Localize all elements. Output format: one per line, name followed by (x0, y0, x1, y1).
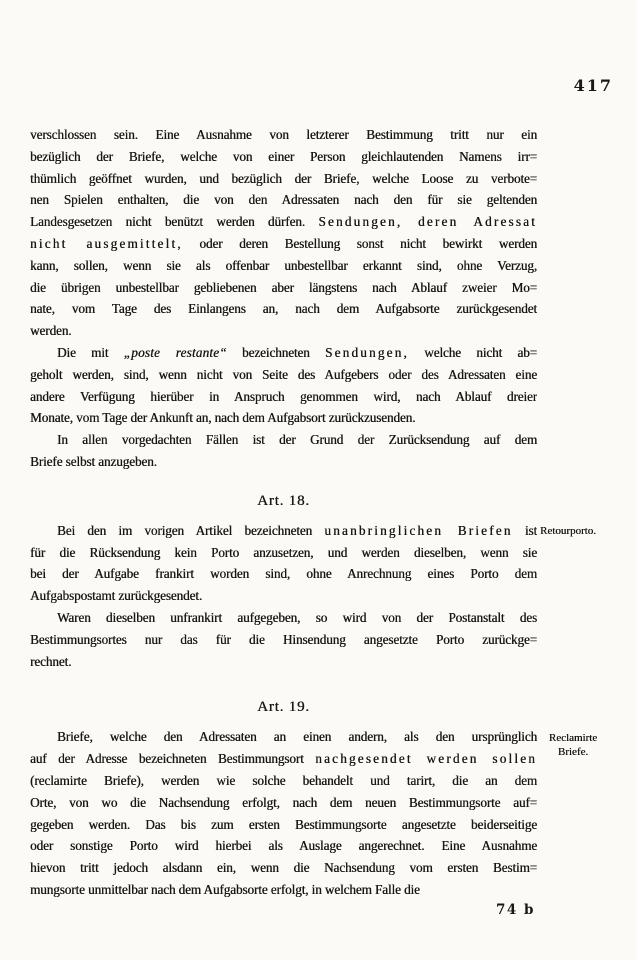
text-column (30, 124, 537, 901)
text-line: Landesgesetzen nicht benützt werden dürfen. Sendungen, deren Adressat (30, 214, 537, 230)
text-line: Bestimmungsortes nur das für die Hinsendung angesetzte Porto zurückge= (30, 631, 537, 647)
article-heading-0: Art. 18. (257, 492, 310, 509)
text-line: andere Verfügung hierüber in Anspruch genommen wird, nach Ablauf dreier (30, 388, 537, 404)
text-line: thümlich geöffnet wurden, und bezüglich der Briefe, welche Loose zu verbote= (30, 170, 537, 186)
margin-note-reclamirte-briefe (540, 731, 606, 759)
text-line: die übrigen unbestellbar gebliebenen aber längstens nach Ablauf zweier Mo= (30, 279, 537, 295)
text-line: verschlossen sein. Eine Ausnahme von letzterer Bestimmung tritt nur ein (30, 127, 537, 142)
text-line: Briefe, welche den Adressaten an einen andern, als den ursprünglich (57, 729, 537, 745)
paragraph (30, 607, 537, 672)
text-line: Orte, von wo die Nachsendung erfolgt, nach dem neuen Bestimmungsorte auf= (30, 794, 537, 810)
paragraph (30, 520, 537, 607)
text-line: oder sonstige Porto wird hierbei als Auslage angerechnet. Eine Ausnahme (30, 838, 537, 854)
text-line: gegeben werden. Das bis zum ersten Bestimmungsorte angesetzte beiderseitige (30, 816, 537, 832)
text-line: Waren dieselben unfrankirt aufgegeben, so wird von der Postanstalt des (57, 609, 537, 625)
text-line: kann, sollen, wenn sie als offenbar unbestellbar erkannt sind, ohne Verzug, (30, 257, 537, 273)
text-line: Briefe selbst anzugeben. (30, 453, 157, 469)
margin-note-line: Reclamirte (548, 732, 598, 744)
text-line: bezüglich der Briefe, welche von einer Person gleichlautenden Namens irr= (30, 148, 537, 164)
text-line: nicht ausgemittelt, oder deren Bestellung sonst nicht bewirkt werden (30, 235, 537, 251)
text-line: mungsorte unmittelbar nach dem Aufgabsorte erfolgt, in welchem Falle die (30, 881, 420, 897)
paragraph (30, 124, 537, 342)
text-line: geholt werden, sind, wenn nicht von Seite des Aufgebers oder des Adressaten eine (30, 366, 537, 382)
text-line: werden. (30, 323, 72, 339)
margin-note-retourporto: Retourporto. (540, 525, 596, 537)
sheet-signature: 74 b (496, 902, 535, 918)
text-line: rechnet. (30, 653, 72, 669)
text-line: für die Rücksendung kein Porto anzusetzen, und werden dieselben, wenn sie (30, 544, 537, 560)
text-line: bei der Aufgabe frankirt worden sind, ohne Anrechnung eines Porto dem (30, 566, 537, 582)
text-line: nate, vom Tage des Einlangens an, nach dem Aufgabsorte zurückgesendet (30, 301, 537, 317)
margin-note-line: Briefe. (557, 746, 589, 758)
text-line: hievon tritt jedoch alsdann ein, wenn die Nachsendung vom ersten Bestim= (30, 860, 537, 876)
text-line: auf der Adresse bezeichneten Bestimmungsort nachgesendet werden sollen (30, 751, 537, 767)
paragraph (30, 726, 537, 900)
text-line: Monate, vom Tage der Ankunft an, nach dem Aufgabsort zurückzusenden. (30, 410, 416, 426)
text-line: (reclamirte Briefe), werden wie solche behandelt und tarirt, die an dem (30, 772, 537, 788)
text-line: nen Spielen enthalten, die von den Adressaten nach den für sie geltenden (30, 192, 537, 208)
text-line: Aufgabspostamt zurückgesendet. (30, 588, 203, 604)
article-heading-1: Art. 19. (257, 699, 310, 716)
paragraph (30, 429, 537, 473)
text-line: Die mit „poste restante“ bezeichneten Sendungen, welche nicht ab= (57, 344, 537, 360)
paragraph (30, 342, 537, 429)
text-line: Bei den im vorigen Artikel bezeichneten unanbringlichen Briefen ist (57, 522, 537, 538)
page-number: 417 (573, 76, 613, 95)
text-line: In allen vorgedachten Fällen ist der Grund der Zurücksendung auf dem (57, 432, 537, 448)
